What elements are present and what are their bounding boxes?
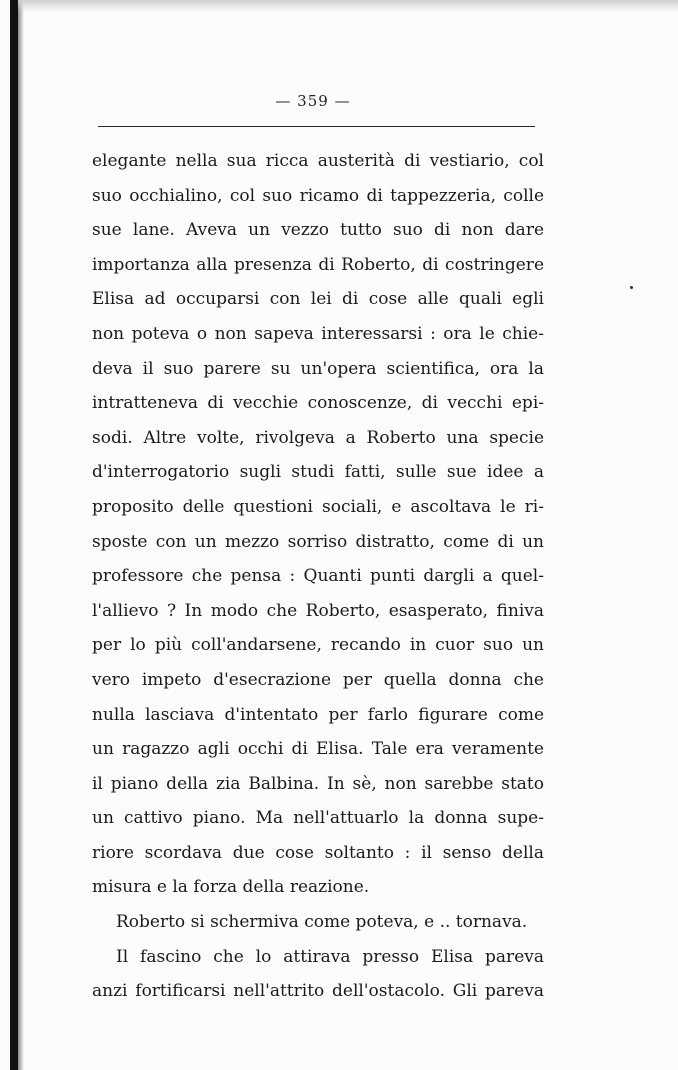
header-rule	[98, 126, 535, 127]
spine-shadow	[18, 0, 24, 1070]
text-line: il piano della zia Balbina. In sè, non sarebbe stato	[92, 773, 544, 794]
text-line: l'allievo ? In modo che Roberto, esasperato, finiva	[92, 600, 544, 621]
text-line: suo occhialino, col suo ricamo di tappezzeria, colle	[92, 185, 544, 206]
margin-speck	[630, 286, 633, 289]
text-line: importanza alla presenza di Roberto, di costringere	[92, 254, 544, 275]
text-line: professore che pensa : Quanti punti dargli a quel-	[92, 566, 544, 587]
text-line: intratteneva di vecchie conoscenze, di vecchi epi-	[92, 393, 544, 414]
text-line: non poteva o non sapeva interessarsi : ora le chie-	[92, 323, 544, 344]
text-line: un ragazzo agli occhi di Elisa. Tale era veramente	[92, 739, 544, 760]
text-line: Il fascino che lo attirava presso Elisa pareva	[116, 946, 544, 967]
text-line: elegante nella sua ricca austerità di vestiario, col	[92, 151, 544, 171]
text-line: d'interrogatorio sugli studi fatti, sulle sue idee a	[92, 462, 544, 483]
text-line: vero impeto d'esecrazione per quella donna che	[92, 669, 544, 690]
text-line: Elisa ad occuparsi con lei di cose alle quali egli	[92, 289, 544, 310]
book-spine-edge	[10, 0, 18, 1070]
text-line: anzi fortificarsi nell'attrito dell'ostacolo. Gli pareva	[92, 981, 544, 1002]
text-line: sodi. Altre volte, rivolgeva a Roberto una specie	[92, 427, 544, 448]
body-text	[92, 144, 544, 1009]
text-line: deva il suo parere su un'opera scientifica, ora la	[92, 358, 544, 379]
text-line: Roberto si schermiva come poteva, e .. tornava.	[116, 912, 528, 933]
text-line: nulla lasciava d'intentato per farlo figurare come	[92, 704, 544, 725]
text-line: riore scordava due cose soltanto : il senso della	[92, 842, 544, 863]
text-line: sposte con un mezzo sorriso distratto, come di un	[92, 531, 544, 552]
page-number: — 359 —	[275, 92, 351, 110]
text-line: per lo più coll'andarsene, recando in cuor suo un	[92, 635, 544, 656]
text-line: misura e la forza della reazione.	[92, 877, 370, 898]
text-line: proposito delle questioni sociali, e ascoltava le ri-	[92, 496, 544, 517]
page-top-edge	[18, 0, 678, 12]
text-line: sue lane. Aveva un vezzo tutto suo di non dare	[92, 220, 544, 241]
text-line: un cattivo piano. Ma nell'attuarlo la donna supe-	[92, 808, 544, 829]
